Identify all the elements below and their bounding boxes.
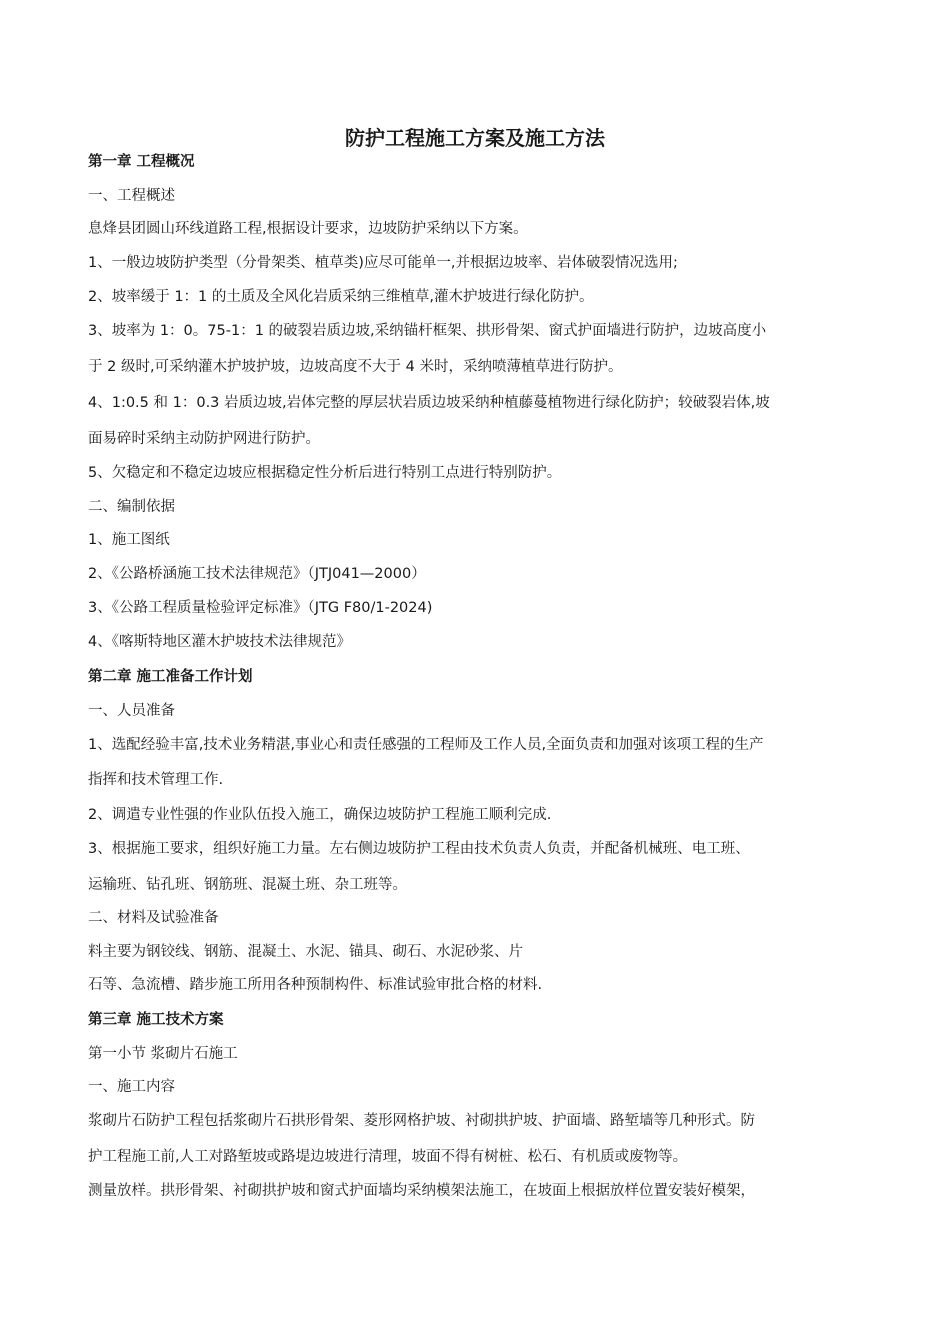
list-item: 1、选配经验丰富,技术业务精湛,事业心和责任感强的工程师及工作人员,全面负责和加强对该项工程的生产 <box>88 737 764 753</box>
paragraph-line: 息烽县团圆山环线道路工程,根据设计要求，边坡防护采纳以下方案。 <box>88 221 528 237</box>
list-item-continuation: 于 2 级时,可采纳灌木护坡护坡，边坡高度不大于 4 米时，采纳喷薄植草进行防护。 <box>88 359 623 375</box>
paragraph-line: 浆砌片石防护工程包括浆砌片石拱形骨架、菱形网格护坡、衬砌拱护坡、护面墙、路堑墙等几种形式。防 <box>88 1113 755 1129</box>
list-item: 3、坡率为 1：0。75-1：1 的破裂岩质边坡,采纳锚杆框架、拱形骨架、窗式护面墙进行防护，边坡高度小 <box>88 323 767 339</box>
list-item: 2、坡率缓于 1：1 的土质及全风化岩质采纳三维植草,灌木护坡进行绿化防护。 <box>88 289 594 305</box>
list-item: 4、1:0.5 和 1：0.3 岩质边坡,岩体完整的厚层状岩质边坡采纳种植藤蔓植物进行绿化防护；较破裂岩体,坡 <box>88 395 770 411</box>
section-heading: 二、材料及试验准备 <box>88 910 219 926</box>
chapter-heading: 第一章 工程概况 <box>88 154 195 170</box>
list-item-continuation: 指挥和技术管理工作. <box>88 772 224 788</box>
list-item: 5、欠稳定和不稳定边坡应根据稳定性分析后进行特别工点进行特别防护。 <box>88 465 562 481</box>
list-item: 3、《公路工程质量检验评定标准》（JTG F80/1-2024) <box>88 600 433 616</box>
list-item: 2、调遣专业性强的作业队伍投入施工，确保边坡防护工程施工顺利完成. <box>88 807 552 823</box>
paragraph-line: 石等、急流槽、踏步施工所用各种预制构件、标准试验审批合格的材料. <box>88 977 543 993</box>
list-item: 1、一般边坡防护类型（分骨架类、植草类)应尽可能单一,并根据边坡率、岩体破裂情况选用; <box>88 255 678 271</box>
list-item: 2、《公路桥涵施工技术法律规范》（JTJ041—2000） <box>88 566 426 582</box>
paragraph-line: 护工程施工前,人工对路堑坡或路堤边坡进行清理，坡面不得有树桩、松石、有机质或废物等。 <box>88 1149 688 1165</box>
chapter-heading: 第三章 施工技术方案 <box>88 1012 224 1028</box>
list-item-continuation: 运输班、钻孔班、钢筋班、混凝土班、杂工班等。 <box>88 877 407 893</box>
section-heading: 一、施工内容 <box>88 1079 175 1095</box>
list-item: 4、《喀斯特地区灌木护坡技术法律规范》 <box>88 634 351 650</box>
section-heading: 二、编制依据 <box>88 499 175 515</box>
list-item-continuation: 面易碎时采纳主动防护网进行防护。 <box>88 431 320 447</box>
list-item: 3、根据施工要求，组织好施工力量。左右侧边坡防护工程由技术负责人负责，并配备机械班、电工班、 <box>88 841 750 857</box>
section-heading: 一、工程概述 <box>88 188 175 204</box>
paragraph-line: 料主要为钢铰线、钢筋、混凝土、水泥、锚具、砌石、水泥砂浆、片 <box>88 944 523 960</box>
subsection-heading: 第一小节 浆砌片石施工 <box>88 1046 238 1062</box>
list-item: 1、施工图纸 <box>88 532 170 548</box>
paragraph-line: 测量放样。拱形骨架、衬砌拱护坡和窗式护面墙均采纳模架法施工，在坡面上根据放样位置安装好模架， <box>88 1183 755 1199</box>
section-heading: 一、人员准备 <box>88 703 175 719</box>
document-title: 防护工程施工方案及施工方法 <box>345 126 605 150</box>
chapter-heading: 第二章 施工准备工作计划 <box>88 669 253 685</box>
